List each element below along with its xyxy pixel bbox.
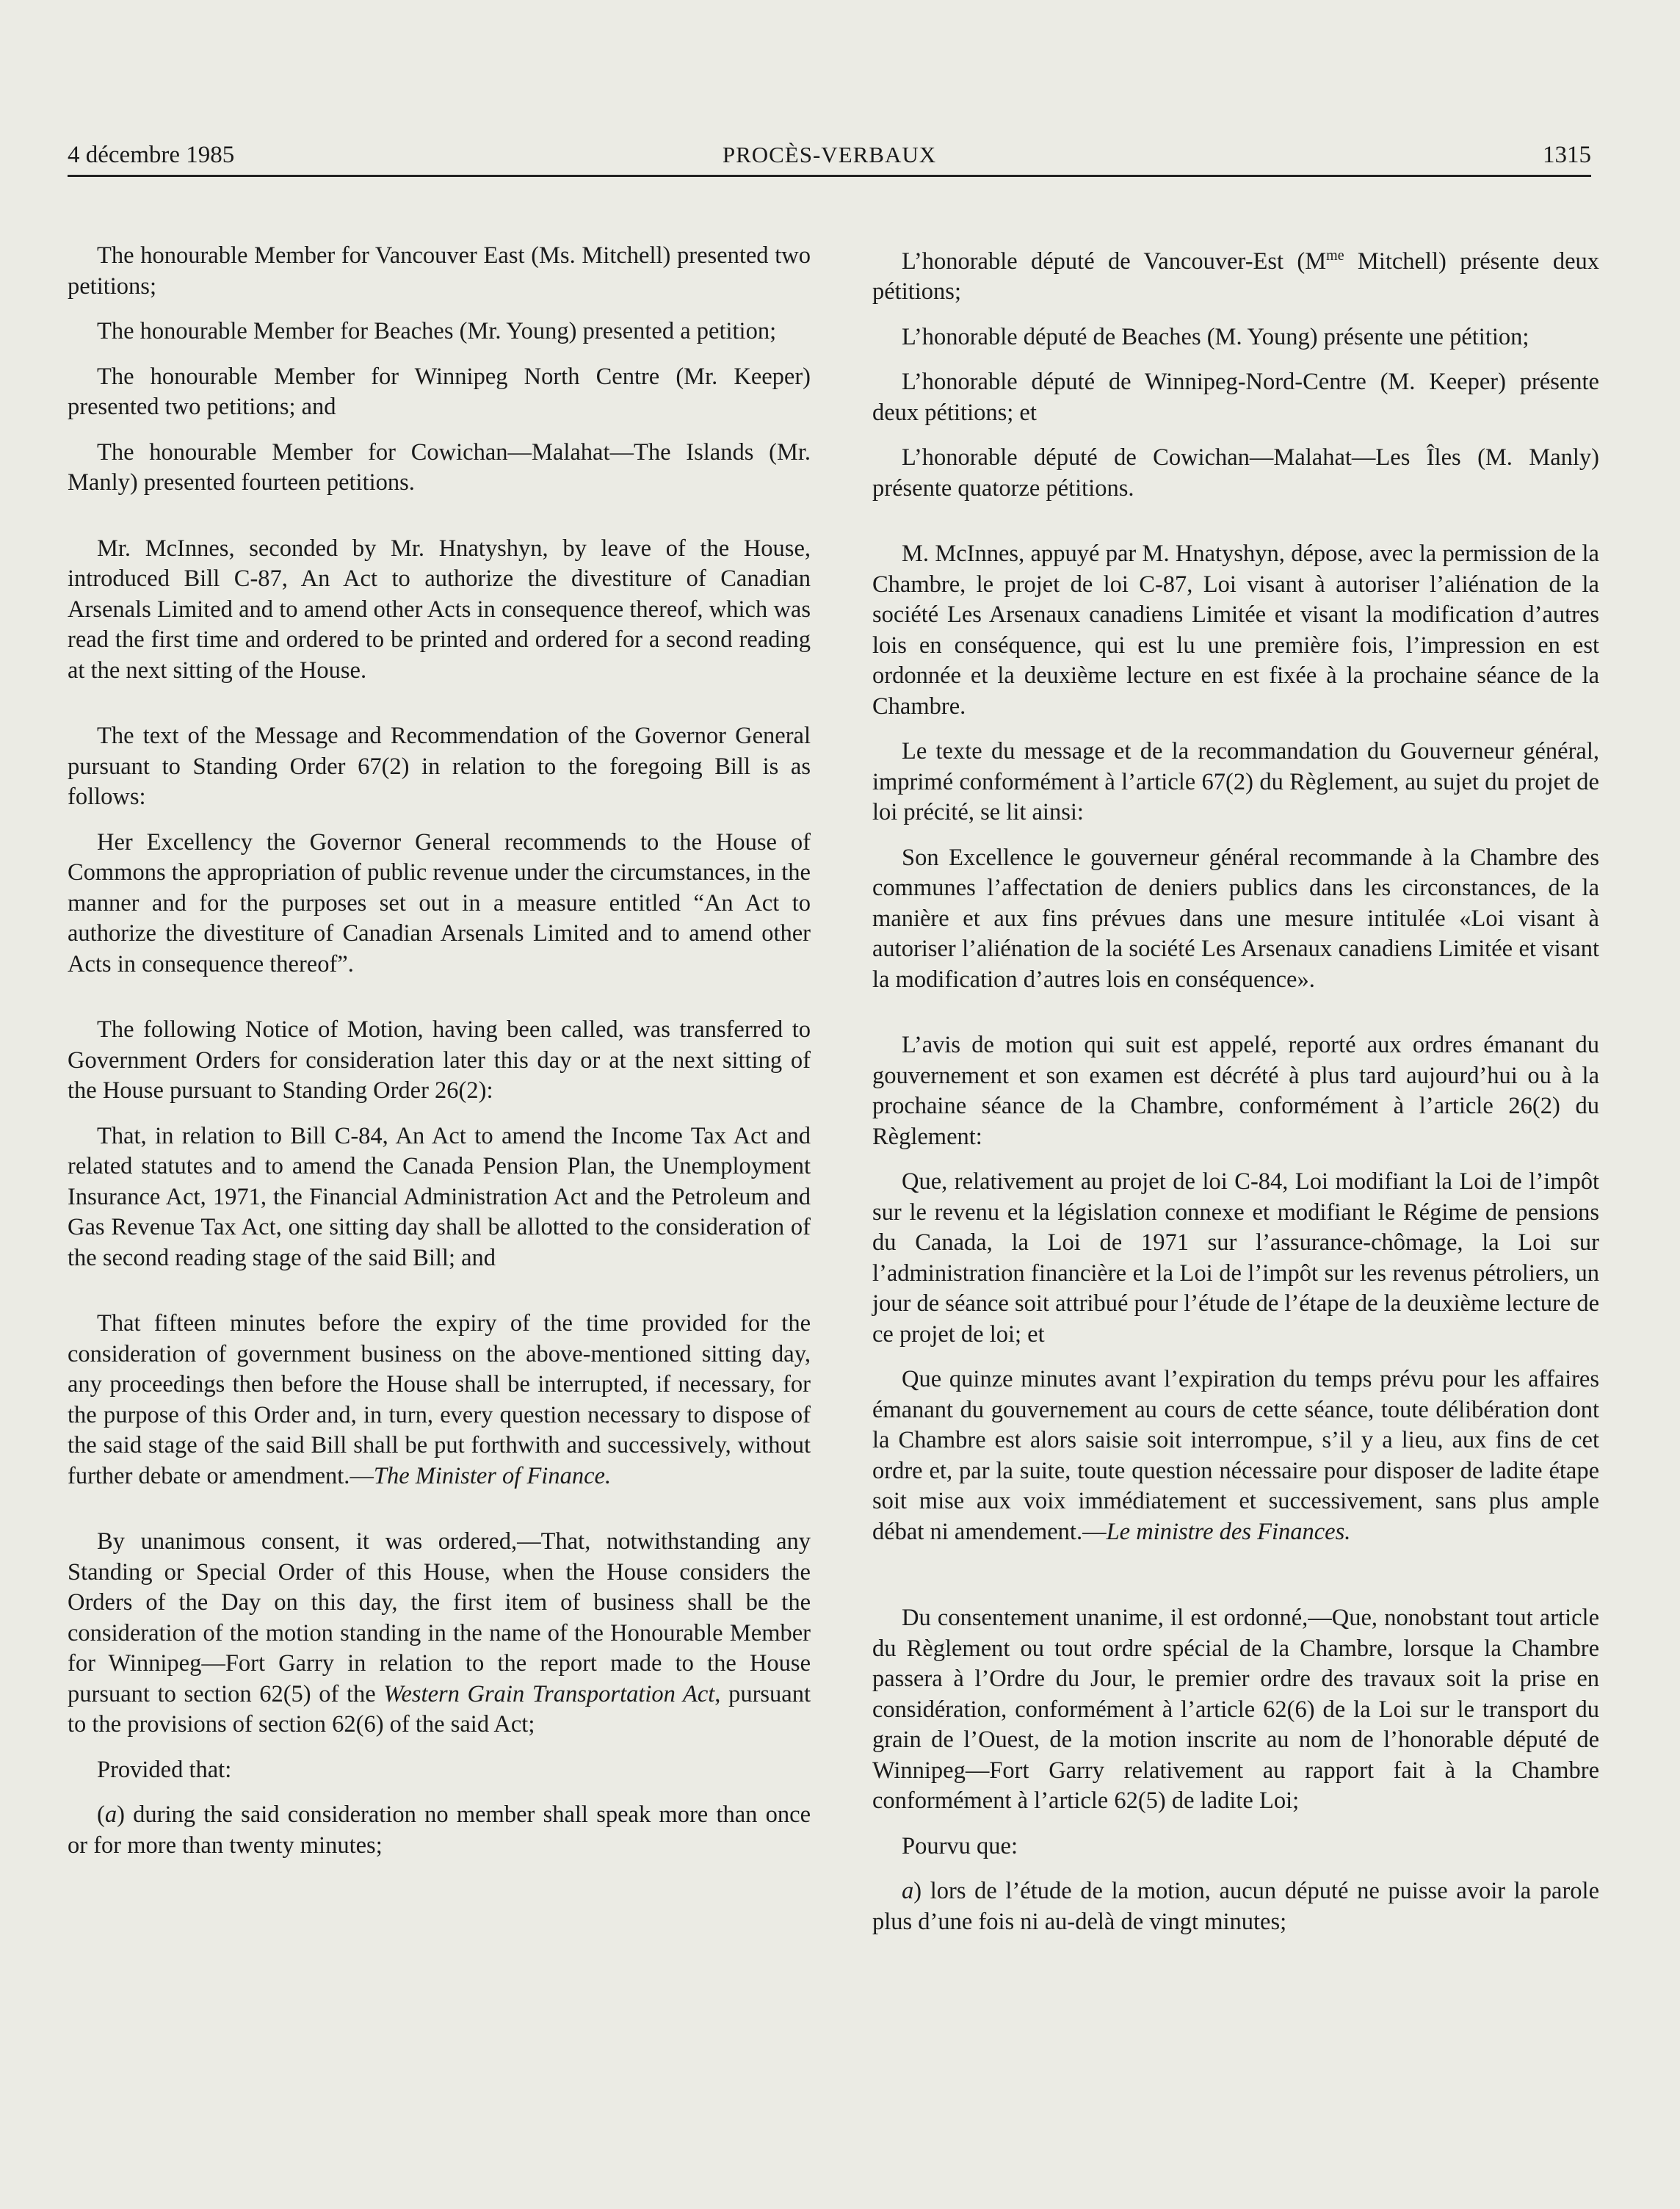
header-title: PROCÈS-VERBAUX (722, 142, 937, 167)
paragraph: Her Excellency the Governor General recommends to the House of Commons the appropriation of public revenue under the circumstances, in the manner and for the purposes set out in a measure entitled “An Act to authorize the divestiture of Canadian Arsenals Limited and to amend other Acts in consequence thereof”. (68, 828, 811, 977)
paragraph: That, in relation to Bill C-84, An Act to amend the Income Tax Act and related statutes and to amend the Canada Pension Plan, the Unemployment Insurance Act, 1971, the Financial Administration Act and the Petroleum and Gas Revenue Tax Act, one sitting day shall be allotted to the consideration of the second reading stage of the said Bill; and (68, 1122, 811, 1271)
running-header (68, 138, 1591, 172)
paragraph: Provided that: (97, 1756, 232, 1783)
paragraph: Le texte du message et de la recommandation du Gouverneur général, imprimé conformément à l’article 67(2) du Règlement, au sujet du projet de loi précité, se lit ainsi: (872, 738, 1599, 826)
superscript: me (1326, 247, 1344, 264)
paragraph: Pourvu que: (902, 1832, 1018, 1859)
english-column (68, 241, 811, 1876)
paragraph: The honourable Member for Vancouver East (Ms. Mitchell) presented two petitions; (68, 242, 811, 300)
header-rule (68, 175, 1591, 177)
paragraph: The honourable Member for Cowichan—Malahat—The Islands (Mr. Manly) presented fourteen petitions. (68, 438, 811, 496)
item-letter: a (104, 1801, 117, 1828)
paragraph: The following Notice of Motion, having been called, was transferred to Government Orders for consideration later this day or at the next sitting of the House pursuant to Standing Order 26(2): (68, 1016, 811, 1104)
paragraph (68, 1309, 811, 1492)
paragraph (872, 1876, 1599, 1937)
paragraph (68, 1800, 811, 1861)
paragraph (872, 241, 1599, 308)
paragraph-text: By unanimous consent, it was ordered,—That, notwithstanding any Standing or Special Order of this House, when the House considers the Orders of the Day on this day, the first item of business shall be the consideration of the motion standing in the name of the Honourable Member for Winnipeg—Fort Garry in relation to the report made to the House pursuant to section 62(5) of the (68, 1528, 811, 1707)
paragraph-text: , pursuant to the provisions of section 62(6) of the said Act; (68, 1680, 811, 1738)
paragraph (872, 1364, 1599, 1547)
paragraph: L’avis de motion qui suit est appelé, reporté aux ordres émanant du gouvernement et son examen est décrété à plus tard aujourd’hui ou à la prochaine séance de la Chambre, conformément à l’article 26(2) du Règlement: (872, 1032, 1599, 1150)
paragraph: L’honorable député de Beaches (M. Young) présente une pétition; (902, 323, 1529, 350)
signature: Le ministre des Finances. (1106, 1518, 1351, 1545)
header-date: 4 décembre 1985 (68, 142, 235, 168)
act-title: Western Grain Transportation Act (383, 1680, 715, 1707)
paragraph: L’honorable député de Winnipeg-Nord-Centre (M. Keeper) présente deux pétitions; et (872, 369, 1599, 426)
paragraph-text: ) lors de l’étude de la motion, aucun député ne puisse avoir la parole plus d’une fois ni au-delà de vingt minutes; (872, 1878, 1599, 1935)
paragraph: L’honorable député de Cowichan—Malahat—Les Îles (M. Manly) présente quatorze pétitions. (872, 444, 1599, 502)
paragraph (68, 1527, 811, 1740)
signature: The Minister of Finance. (373, 1462, 612, 1489)
paragraph: Que, relativement au projet de loi C-84, Loi modifiant la Loi de l’impôt sur le revenu et la législation connexe et modifiant le Régime de pensions du Canada, la Loi de 1971 sur l’assurance-chômage, la Loi sur l’administration financière et la Loi de l’impôt sur les revenus pétroliers, un jour de séance soit attribué pour l’étude de l’étape de la deuxième lecture de ce projet de loi; et (872, 1168, 1599, 1348)
paragraph: Du consentement unanime, il est ordonné,—Que, nonobstant tout article du Règlement ou tout ordre spécial de la Chambre, lorsque la Chambre passera à l’Ordre du Jour, le premier ordre des travaux soit la prise en considération, conformément à l’article 62(6) de la Loi sur le transport du grain de l’Ouest, de la motion inscrite au nom de l’honorable député de Winnipeg—Fort Garry relativement au rapport fait à la Chambre conformément à l’article 62(5) de ladite Loi; (872, 1605, 1599, 1815)
paragraph: Son Excellence le gouverneur général recommande à la Chambre des communes l’affectation de deniers publics dans les circonstances, de la manière et aux fins prévues dans une mesure intitulée «Loi visant à autoriser l’aliénation de la société Les Arsenaux canadiens Limitée et visant la modification d’autres lois en conséquence». (872, 844, 1599, 993)
paragraph: The honourable Member for Beaches (Mr. Young) presented a petition; (97, 318, 777, 344)
paragraph-text: Mitchell) présente deux pétitions; (872, 247, 1600, 306)
paragraph-text: ( (97, 1801, 105, 1828)
page-number: 1315 (1543, 142, 1591, 168)
paragraph: M. McInnes, appuyé par M. Hnatyshyn, dépose, avec la permission de la Chambre, le projet de loi C-87, Loi visant à autoriser l’aliénation de la société Les Arsenaux canadiens Limitée et visant la modification d’autres lois en conséquence, qui est lu une première fois, l’impression en est ordonnée et la deuxième lecture en est fixée à la prochaine séance de la Chambre. (872, 540, 1599, 720)
paragraph-text: That fifteen minutes before the expiry of the time provided for the consideration of government business on the above-mentioned sitting day, any proceedings then before the House shall be interrupted, if necessary, for the purpose of this Order and, in turn, every question necessary to dispose of the said stage of the said Bill shall be put forthwith and successively, without further debate or amendment.— (68, 1310, 811, 1489)
paragraph: The honourable Member for Winnipeg North Centre (Mr. Keeper) presented two petitions; and (68, 363, 811, 420)
paragraph: The text of the Message and Recommendation of the Governor General pursuant to Standing Order 67(2) in relation to the foregoing Bill is as follows: (68, 723, 811, 810)
paragraph-text: L’honorable député de Vancouver-Est (M (902, 247, 1327, 275)
item-letter: a (902, 1878, 914, 1905)
paragraph-text: Que quinze minutes avant l’expiration du temps prévu pour les affaires émanant du gouvernement au cours de cette séance, toute délibération dont la Chambre est alors saisie soit interrompue, s’il y a lieu, aux fins de cet ordre et, par la suite, toute question nécessaire pour disposer de ladite étape soit mise aux voix immédiatement et successivement, sans plus ample débat ni amendement.— (872, 1366, 1599, 1545)
french-column (872, 241, 1599, 1952)
paragraph-text: ) during the said consideration no member shall speak more than once or for more than twenty minutes; (68, 1801, 811, 1859)
paragraph: Mr. McInnes, seconded by Mr. Hnatyshyn, by leave of the House, introduced Bill C-87, An Act to authorize the divestiture of Canadian Arsenals Limited and to amend other Acts in consequence thereof, which was read the first time and ordered to be printed and ordered for a second reading at the next sitting of the House. (68, 535, 811, 684)
